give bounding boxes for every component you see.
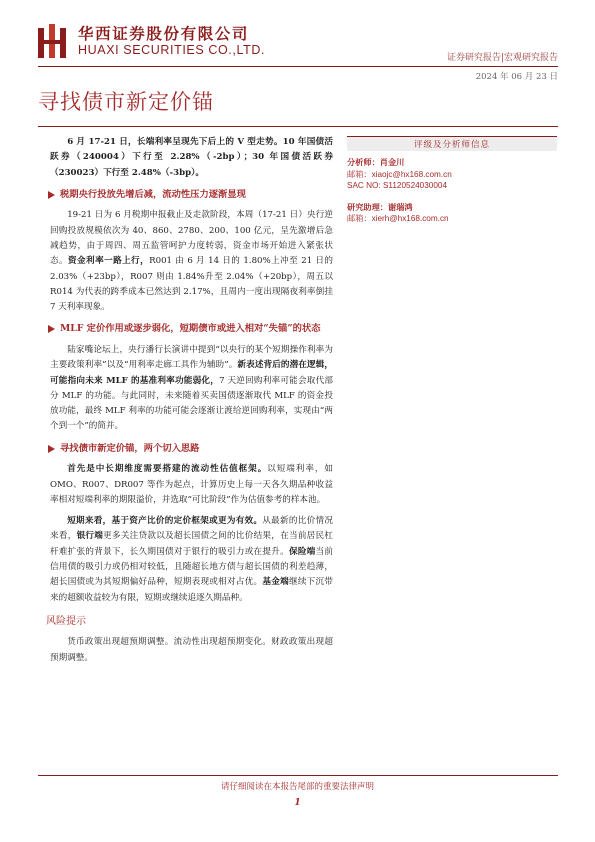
section-3-paragraph-2: 短期来看，基于资产比价的定价框架或更为有效。从最新的比价情况来看，银行端更多关注贷款以及超长国债之间的比价结果，在当前居民杠杆难扩张的背景下，长久期国债对于银行的吸引力或在提升。保险端当前信用债的吸引力或仍相对较低，且随超长地方债与超长国债的利差趋薄，超长国债或为其短期偏好品种，短期表现或相对占优。基金端继续下沉带来的超额收益较为有限，短期或继续追逐久期品种。: [50, 516, 333, 603]
report-date: 2024 年 06 月 23 日: [475, 72, 558, 82]
analyst-email-link[interactable]: xiaojc@hx168.com.cn: [371, 169, 452, 179]
analyst-sac-line: SAC NO: S1120524030004: [347, 181, 448, 190]
analyst-name: 分析师：肖金川: [347, 157, 405, 167]
triangle-bullet-icon: [48, 325, 55, 333]
document-title: 寻找债市新定价锚: [38, 90, 214, 114]
summary-paragraph: [50, 135, 333, 181]
section-heading-3: 寻找债市新定价锚，两个切入思路: [46, 441, 333, 457]
main-content: [46, 135, 333, 666]
triangle-bullet-icon: [48, 191, 55, 199]
analyst-panel-header: 评级及分析师信息: [347, 136, 557, 151]
legal-disclaimer: 请仔细阅读在本报告尾部的重要法律声明: [220, 782, 374, 792]
section-1-paragraph: 19-21 日为 6 月税期申报截止及走款阶段，本周（17-21 日）央行逆回购投放规模依次为 40、860、2780、200、100 亿元，呈先激增后急减趋势，由于周四、周五监管呵护力度转弱，资金市场开始进入紧张状态。资金利率一路上行，R001 由 6 月 14 日的 1.80%上冲至 21 日的 2.03%（+23bp），R007 则由 1.84%升至 2.04%（+20bp），周五以 R014 为代表的跨季成本已然达到 2.17%，且周内一度出现隔夜利率倒挂 7 天利率现象。: [50, 210, 333, 313]
page-number: 1: [294, 798, 301, 808]
header-divider: [38, 66, 558, 67]
analyst-block-1: [347, 157, 557, 192]
footer-divider: [38, 775, 558, 776]
analyst-block-2: [347, 202, 557, 225]
summary-lead: 6 月 17-21 日，长端利率呈现先下后上的 V 型走势。10 年国债活跃券（240004）下行至 2.28%（-2bp）；30 年国债活跃券（230023）下行至 2.48%（-3bp）。: [50, 137, 333, 178]
risk-text: 货币政策出现超预期调整。流动性出现超预期变化。财政政策出现超预期调整。: [50, 637, 333, 663]
risk-title: 风险提示: [46, 615, 86, 627]
analyst-email-line: 邮箱：xiaojc@hx168.com.cn: [347, 168, 452, 179]
section-3-paragraph-1: 首先是中长期维度需要搭建的流动性估值框架。以短端利率，如 OMO、R007、DR007 等作为起点，计算历史上每一天各久期品种收益率相对短端利率的期限溢价，并选取“可比阶段”作为估值参考的样本池。: [50, 464, 333, 505]
section-2-paragraph: 陆家嘴论坛上，央行潘行长演讲中提到“以央行的某个短期操作利率为主要政策利率”以及“用利率走廊工具作为辅助”。新表述背后的潜在逻辑，可能指向未来 MLF 的基准利率功能弱化，7 天逆回购利率可能会取代部分 MLF 的功能。与此同时，未来随着买卖国债逐渐取代 MLF 的资金投放功能，最终 MLF 利率的功能可能会逐渐让渡给逆回购利率，实现由“两个到一个”的简并。: [50, 344, 333, 432]
company-logo-icon: [38, 24, 68, 58]
triangle-bullet-icon: [48, 445, 55, 453]
company-name-en: HUAXI SECURITIES CO.,LTD.: [78, 43, 266, 57]
title-divider: [38, 126, 558, 127]
report-type-label: 证券研究报告|宏观研究报告: [446, 53, 558, 63]
analyst-info-panel: [347, 136, 557, 225]
section-heading-2: MLF 定价作用或逐步弱化，短期债市或进入相对“失锚”的状态: [46, 321, 333, 337]
company-name-cn: 华西证券股份有限公司: [78, 25, 250, 43]
assistant-name: 研究助理：谢瑞鸿: [347, 201, 413, 212]
assistant-email-link[interactable]: xierh@hx168.com.cn: [371, 214, 449, 223]
section-heading-1: 税期央行投放先增后减，流动性压力逐渐显现: [46, 187, 333, 203]
assistant-email-line: 邮箱：xierh@hx168.com.cn: [347, 213, 449, 223]
